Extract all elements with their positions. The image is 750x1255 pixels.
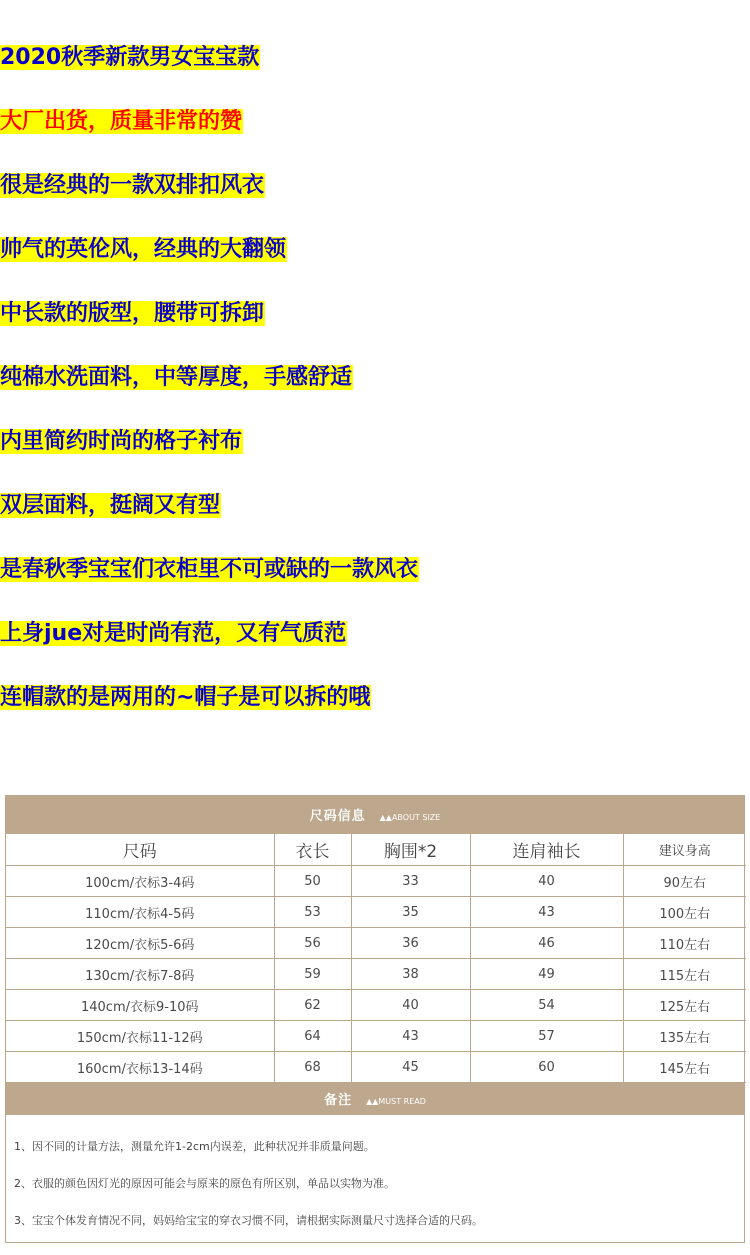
- table-cell: 59: [274, 959, 351, 990]
- table-cell: 120cm/衣标5-6码: [6, 928, 274, 959]
- promo-line-text: 连帽款的是两用的~帽子是可以拆的哦: [0, 685, 371, 710]
- table-cell: 57: [470, 1021, 623, 1052]
- table-row: [6, 1052, 746, 1083]
- table-cell: 35: [351, 897, 470, 928]
- table-cell: 56: [274, 928, 351, 959]
- promo-line-text: 很是经典的一款双排扣风衣: [0, 173, 265, 198]
- table-cell: 40: [351, 990, 470, 1021]
- table-cell: 50: [274, 866, 351, 897]
- note-item: 3、宝宝个体发育情况不同，妈妈给宝宝的穿衣习惯不同，请根据实际测量尺寸选择合适的尺码。: [14, 1214, 483, 1227]
- table-cell: 49: [470, 959, 623, 990]
- promo-line: [0, 169, 265, 203]
- table-cell: 60: [470, 1052, 623, 1083]
- promo-line: [0, 617, 347, 651]
- promo-line: [0, 361, 353, 395]
- promo-line-text: 双层面料，挺阔又有型: [0, 493, 221, 518]
- promo-line: [0, 425, 243, 459]
- table-row: [6, 959, 746, 990]
- promo-line: [0, 105, 243, 139]
- table-cell: 45: [351, 1052, 470, 1083]
- column-header: 尺码: [6, 834, 274, 866]
- promo-line: [0, 553, 419, 587]
- promo-line-text: 大厂出货，质量非常的赞: [0, 109, 243, 134]
- promo-line-text: 中长款的版型，腰带可拆卸: [0, 301, 265, 326]
- size-info-subtitle: ▲▲ABOUT SIZE: [379, 813, 441, 822]
- table-cell: 125左右: [623, 990, 746, 1021]
- size-info-header: [6, 796, 744, 834]
- table-cell: 100cm/衣标3-4码: [6, 866, 274, 897]
- promo-line-text: 纯棉水洗面料，中等厚度，手感舒适: [0, 365, 353, 390]
- table-cell: 110左右: [623, 928, 746, 959]
- table-cell: 150cm/衣标11-12码: [6, 1021, 274, 1052]
- promo-line-text: 帅气的英伦风，经典的大翻领: [0, 237, 287, 262]
- table-cell: 62: [274, 990, 351, 1021]
- table-cell: 130cm/衣标7-8码: [6, 959, 274, 990]
- size-table: [6, 834, 746, 1083]
- table-cell: 145左右: [623, 1052, 746, 1083]
- table-cell: 38: [351, 959, 470, 990]
- promo-line: [0, 297, 265, 331]
- table-cell: 135左右: [623, 1021, 746, 1052]
- table-cell: 43: [351, 1021, 470, 1052]
- note-item: 2、衣服的颜色因灯光的原因可能会与原来的原色有所区别，单品以实物为准。: [14, 1177, 395, 1190]
- column-header: 衣长: [274, 834, 351, 866]
- note-item: 1、因不同的计量方法，测量允许1-2cm内误差，此种状况并非质量问题。: [14, 1140, 375, 1153]
- table-cell: 53: [274, 897, 351, 928]
- table-cell: 110cm/衣标4-5码: [6, 897, 274, 928]
- notes-title: 备注: [324, 1093, 353, 1108]
- table-cell: 33: [351, 866, 470, 897]
- notes-subtitle: ▲▲MUST READ: [366, 1097, 426, 1106]
- promo-line-text: 上身jue对是时尚有范，又有气质范: [0, 621, 347, 646]
- promo-line: [0, 489, 221, 523]
- table-row: [6, 1021, 746, 1052]
- promo-line-text: 是春秋季宝宝们衣柜里不可或缺的一款风衣: [0, 557, 419, 582]
- table-row: [6, 990, 746, 1021]
- table-cell: 54: [470, 990, 623, 1021]
- size-table-header-row: [6, 834, 746, 866]
- size-info-panel: [5, 795, 745, 1243]
- table-cell: 140cm/衣标9-10码: [6, 990, 274, 1021]
- table-cell: 160cm/衣标13-14码: [6, 1052, 274, 1083]
- promo-line: [0, 681, 371, 715]
- table-cell: 115左右: [623, 959, 746, 990]
- notes-list: [6, 1115, 744, 1254]
- promo-line: [0, 233, 287, 267]
- table-cell: 40: [470, 866, 623, 897]
- table-cell: 43: [470, 897, 623, 928]
- promo-line-text: 内里简约时尚的格子衬布: [0, 429, 243, 454]
- column-header: 建议身高: [623, 834, 746, 866]
- table-row: [6, 928, 746, 959]
- table-cell: 64: [274, 1021, 351, 1052]
- column-header: 连肩袖长: [470, 834, 623, 866]
- table-row: [6, 897, 746, 928]
- column-header: 胸围*2: [351, 834, 470, 866]
- notes-header: [6, 1083, 744, 1115]
- table-cell: 100左右: [623, 897, 746, 928]
- table-cell: 36: [351, 928, 470, 959]
- promo-line-text: 2020秋季新款男女宝宝款: [0, 45, 260, 70]
- table-cell: 90左右: [623, 866, 746, 897]
- table-cell: 68: [274, 1052, 351, 1083]
- size-info-title: 尺码信息: [309, 809, 366, 824]
- promo-line: [0, 41, 260, 75]
- table-row: [6, 866, 746, 897]
- table-cell: 46: [470, 928, 623, 959]
